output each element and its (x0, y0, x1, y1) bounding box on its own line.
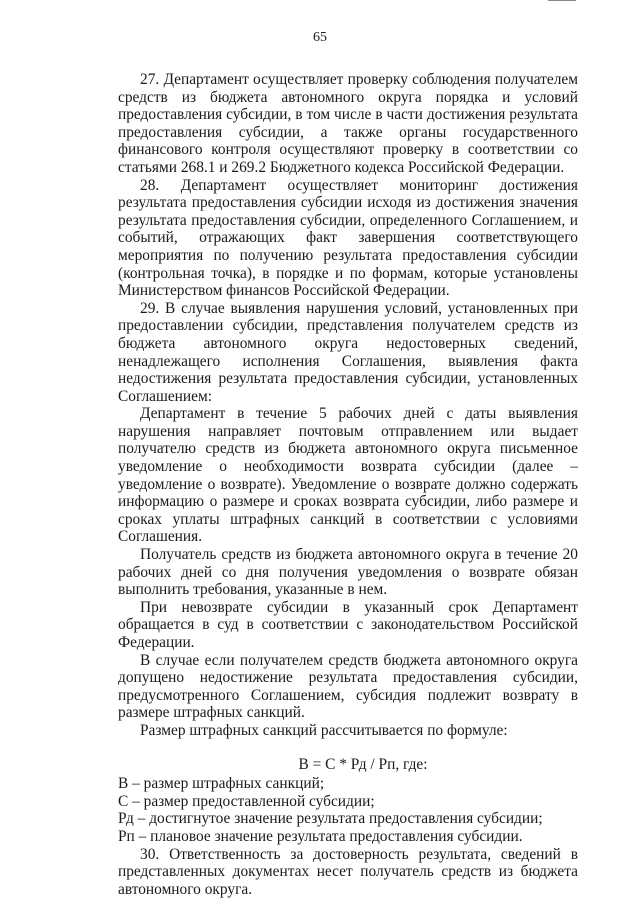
penalty-formula: В = С * Рд / Рп, где: (298, 755, 428, 773)
paragraph-29: 29. В случае выявления нарушения условий, установленных при предоставлении субсидии, представления получателем средств из бюджета автономного округа недостоверных сведений, ненадлежащего исполнения Соглашения, выявления факта недостижения результата предоставления субсидии, установленных Соглашением: (118, 299, 578, 405)
paragraph-28: 28. Департамент осуществляет мониторинг достижения результата предоставления субсидии исходя из достижения значения результата предоставления субсидии, определенного Соглашением, и событий, отражающих факт завершения соответствующего мероприятия по получению результата предоставления субсидии (контрольная точка), в порядке и по формам, которые установлены Министерством финансов Российской Федерации. (118, 176, 578, 300)
page-number: 65 (313, 30, 327, 45)
scan-corner-mark (548, 0, 576, 4)
definition-rd: Рд – достигнутое значение результата предоставления субсидии; (118, 810, 543, 828)
paragraph-30: 30. Ответственность за достоверность результата, сведений в представленных документах несет получатель средств из бюджета автономного округа. (118, 845, 578, 898)
definition-rp: Рп – плановое значение результата предоставления субсидии. (118, 827, 523, 845)
definition-c: С – размер предоставленной субсидии; (118, 792, 375, 810)
paragraph-29-formula-intro: Размер штрафных санкций рассчитывается по формуле: (140, 721, 508, 739)
paragraph-29-repayment: Получатель средств из бюджета автономного округа в течение 20 рабочих дней со дня получения уведомления о возврате обязан выполнить требования, указанные в нем. (118, 546, 578, 599)
paragraph-29-penalty: В случае если получателем средств бюджета автономного округа допущено недостижение результата предоставления субсидии, предусмотренного Соглашением, субсидия подлежит возврату в размере штрафных санкций. (118, 651, 578, 722)
paragraph-29-court: При невозврате субсидии в указанный срок Департамент обращается в суд в соответствии с законодательством Российской Федерации. (118, 598, 578, 651)
paragraph-27: 27. Департамент осуществляет проверку соблюдения получателем средств из бюджета автономного округа порядка и условий предоставления субсидии, в том числе в части достижения результата предоставления субсидии, а также органы государственного финансового контроля осуществляют проверку в соответствии со статьями 268.1 и 269.2 Бюджетного кодекса Российской Федерации. (118, 71, 578, 176)
definition-b: В – размер штрафных санкций; (118, 775, 325, 793)
document-body (118, 71, 578, 898)
paragraph-29-notice: Департамент в течение 5 рабочих дней с даты выявления нарушения направляет почтовым отправлением или выдает получателю средств из бюджета автономного округа письменное уведомление о необходимости возврата субсидии (далее – уведомление о возврате). Уведомление о возврате должно содержать информацию о размере и сроках возврата субсидии, либо размере и сроках уплаты штрафных санкций в соответствии с условиями Соглашения. (118, 405, 578, 546)
